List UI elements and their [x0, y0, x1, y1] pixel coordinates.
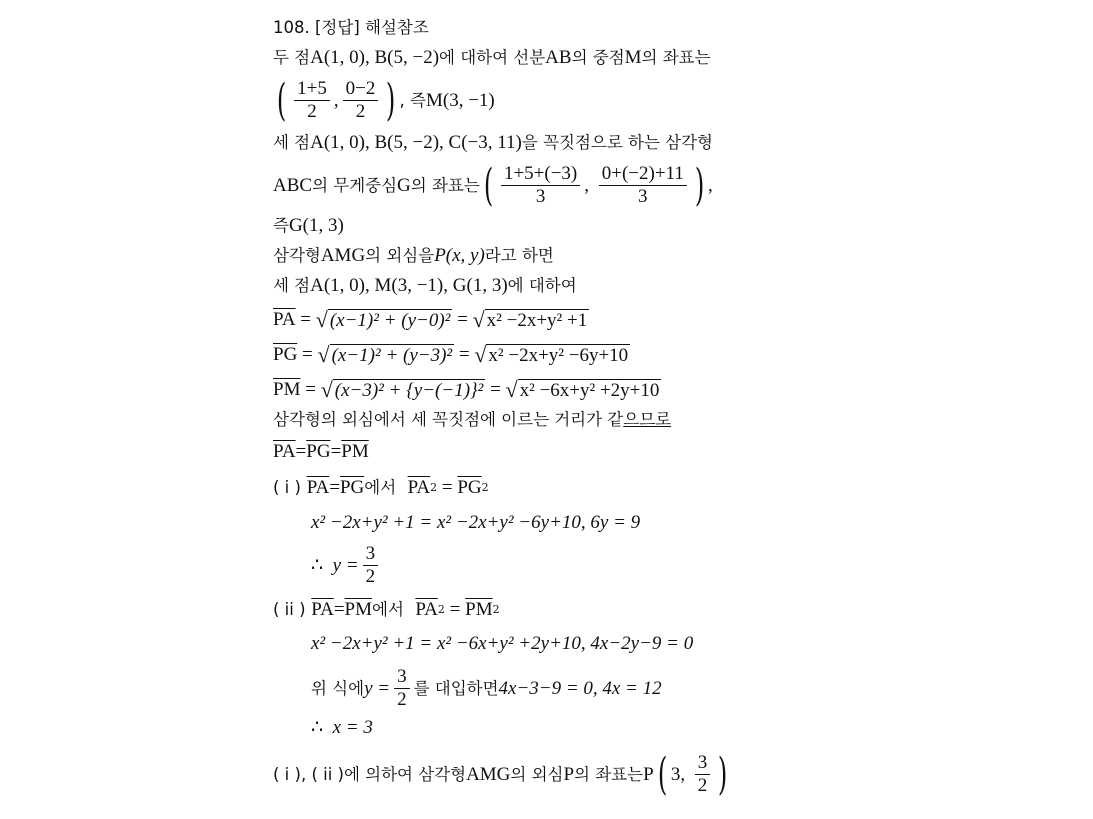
- case-1-equation: x² −2x+y² +1 = x² −2x+y² −6y+10, 6y = 9: [311, 512, 641, 533]
- line-three-points: 세 점 A(1, 0), M(3, −1), G(1, 3) 에 대하여: [273, 275, 577, 296]
- answer-title: [정답] 해설참조: [315, 18, 429, 37]
- line-midpoint-formula: ( $\frac{1+5}{2}$ , $\frac{0-2}{2}$ ) , 즉 M(3, −1): [276, 74, 495, 126]
- final-answer: ( i ), ( ii ) 에 의하여 삼각형 AMG 의 외심 P 의 좌표는 P ( 3, $\frac{3}{2}$ ): [273, 748, 728, 800]
- fraction: $\frac{3}{2}$: [695, 752, 711, 797]
- line-centroid-intro: 세 점 A(1, 0), B(5, −2), C(−3, 11) 을 꼭짓점으로 하는 삼각형: [273, 132, 713, 153]
- line-pm: $\overline{PM}$ = √ (x−3)² + {y−(−1)}² = √ x² −6x+y² +2y+10: [273, 376, 660, 402]
- problem-header: [273, 16, 429, 40]
- fraction: $\frac{3}{2}$: [363, 543, 379, 588]
- line-circumcenter-def: 삼각형 AMG 의 외심을 P(x, y) 라고 하면: [273, 245, 554, 266]
- line-centroid-result: 즉 G(1, 3): [273, 215, 344, 236]
- fraction: $\frac{3}{2}$: [394, 666, 410, 711]
- line-midpoint-intro: 두 점 A(1, 0), B(5, −2) 에 대하여 선분 AB 의 중점 M 의 좌표는: [273, 47, 711, 68]
- fraction: $\frac{1+5+(-3)}{3}$: [501, 163, 580, 208]
- case-2-substitution: 위 식에 y = $\frac{3}{2}$ 를 대입하면 4x−3−9 = 0, 4x = 12: [311, 666, 662, 710]
- case-2-equation: x² −2x+y² +1 = x² −6x+y² +2y+10, 4x−2y−9 = 0: [311, 633, 694, 654]
- line-pg: $\overline{PG}$ = √ (x−1)² + (y−3)² = √ x² −2x+y² −6y+10: [273, 341, 629, 367]
- fraction: $\frac{1+5}{2}$: [294, 78, 330, 123]
- case-1-heading: ( i ) $\overline{PA}$ = $\overline{PG}$ 에서 $\overline{PA}$ 2 = $\overline{PG}$ 2: [273, 477, 489, 498]
- case-2-result: ∴ x = 3: [311, 717, 373, 738]
- case-2-heading: ( ii ) $\overline{PA}$ = $\overline{PM}$ 에서 $\overline{PA}$ 2 = $\overline{PM}$ 2: [273, 599, 500, 620]
- line-pa: $\overline{PA}$ = √ (x−1)² + (y−0)² = √ x² −2x+y² +1: [273, 306, 588, 332]
- problem-number: 108.: [273, 18, 310, 37]
- case-1-result: ∴ y = $\frac{3}{2}$: [311, 543, 382, 588]
- line-centroid-formula: ABC 의 무게중심 G 의 좌표는 ( $\frac{1+5+(-3)}{3}$ , $\frac{0+(-2)+11}{3}$ ) ,: [273, 159, 713, 211]
- fraction: $\frac{0+(-2)+11}{3}$: [599, 163, 687, 208]
- line-equal-distance: 삼각형의 외심에서 세 꼭짓점에 이르는 거리가 같 으므로: [273, 410, 672, 429]
- line-equal-segments: $\overline{PA}$ = $\overline{PG}$ = $\overline{PM}$: [273, 441, 369, 462]
- fraction: $\frac{0-2}{2}$: [343, 78, 379, 123]
